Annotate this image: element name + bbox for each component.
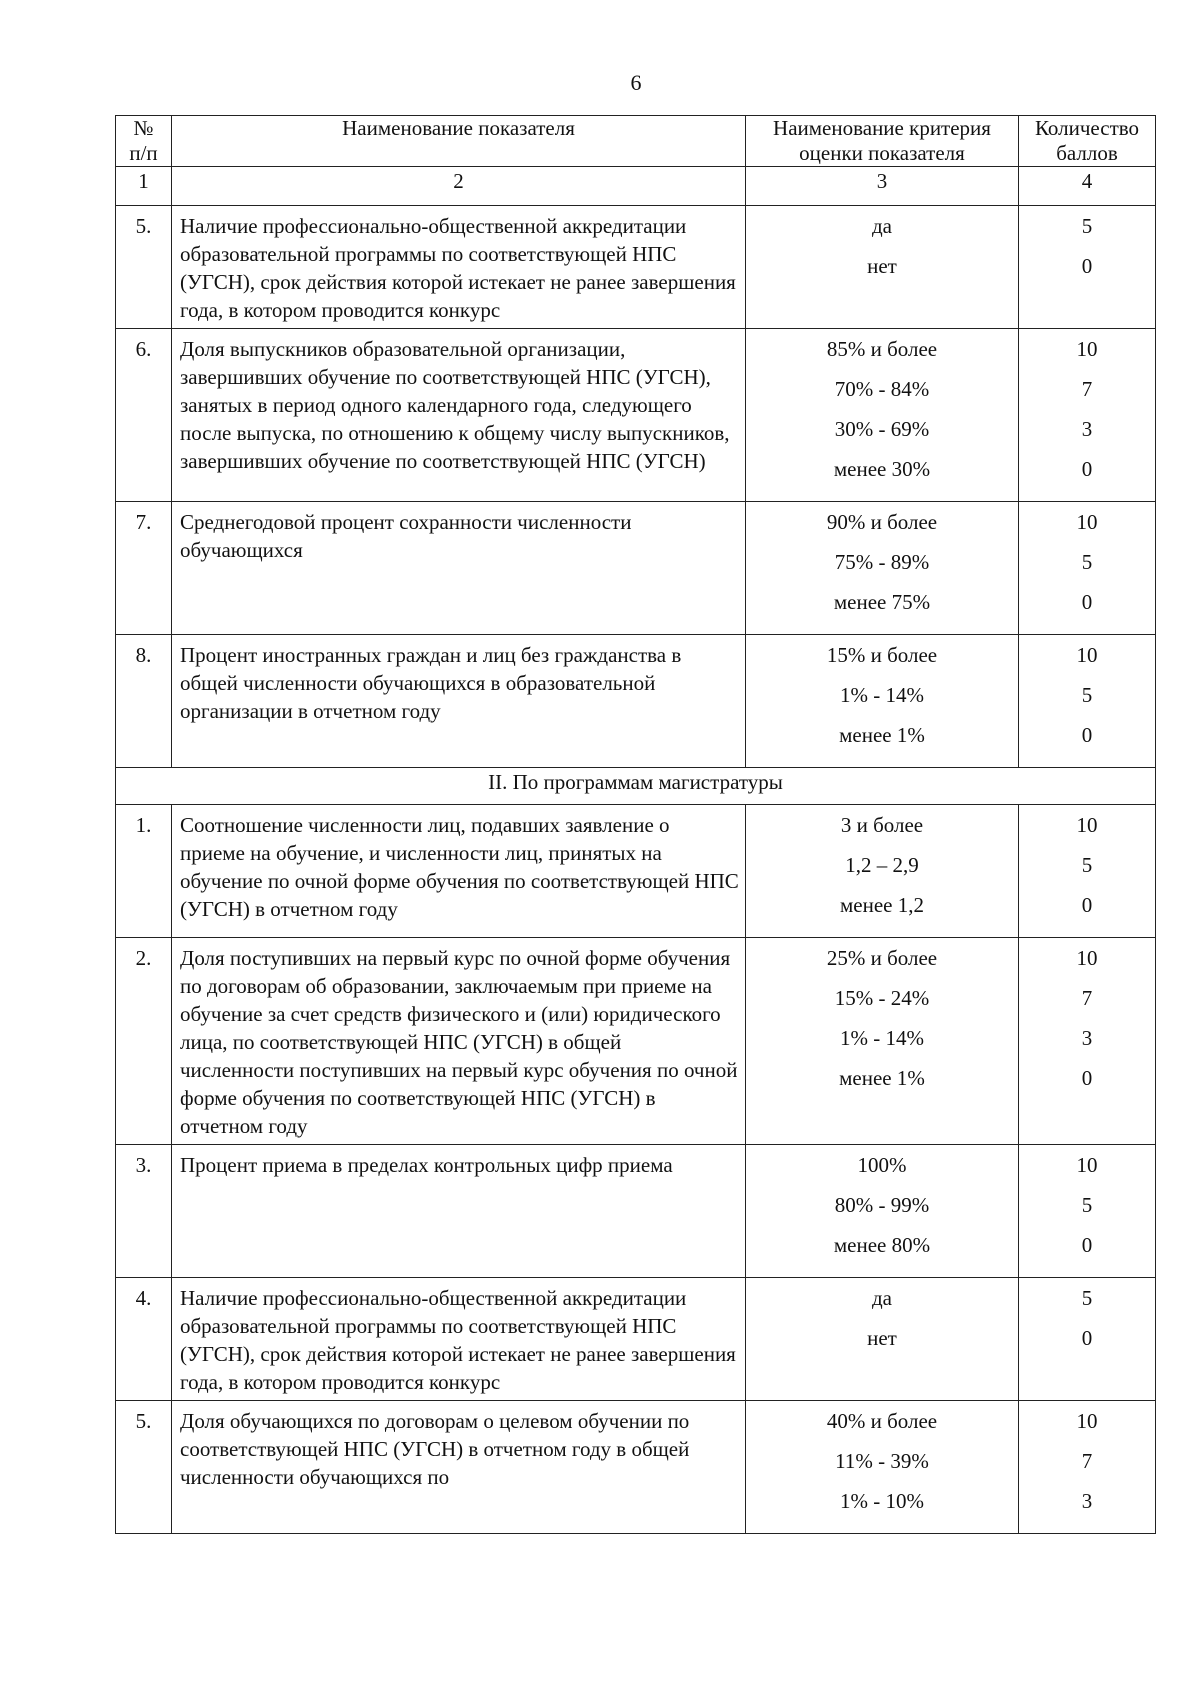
- points-value: 10: [1076, 510, 1098, 534]
- points-value: 0: [1081, 590, 1093, 614]
- points-value: 7: [1081, 986, 1093, 1010]
- indicator-number: 8.: [116, 635, 172, 768]
- indicator-number: 1.: [116, 805, 172, 938]
- points-cell: [1019, 635, 1156, 768]
- section-header-row: [116, 768, 1156, 805]
- indicator-name: Наличие профессионально-общественной аккредитации образовательной программы по соответствующей НПС (УГСН), срок действия которой истекает не ранее завершения года, в котором проводится конкурс: [172, 1278, 746, 1401]
- points-value: 3: [1081, 1489, 1093, 1513]
- points-value: 10: [1076, 643, 1098, 667]
- indicator-row: [116, 1145, 1156, 1278]
- points-value: 10: [1076, 1153, 1098, 1177]
- criterion-value: 40% и более: [826, 1409, 938, 1433]
- points-value: 3: [1081, 1026, 1093, 1050]
- indicator-number: 2.: [116, 938, 172, 1145]
- criterion-value: да: [871, 1286, 892, 1310]
- points-value: 5: [1081, 853, 1093, 877]
- criteria-cell: [746, 329, 1019, 502]
- header-points-line1: Количество: [1034, 116, 1140, 140]
- indicator-number: 3.: [116, 1145, 172, 1278]
- indicator-name: Доля поступивших на первый курс по очной форме обучения по договорам об образовании, заключаемым при приеме на обучение за счет средств физического и (или) юридического лица, по соответствующей НПС (УГСН) в общей численности поступивших на первый курс обучения по очной форме обучения по соответствующей НПС (УГСН) в отчетном году: [172, 938, 746, 1145]
- criterion-value: 11% - 39%: [835, 1449, 929, 1473]
- points-value: 10: [1076, 946, 1098, 970]
- indicator-row: [116, 329, 1156, 502]
- criteria-cell: [746, 502, 1019, 635]
- criterion-value: 75% - 89%: [834, 550, 930, 574]
- column-index: 4: [1019, 167, 1156, 206]
- page-number: 6: [630, 70, 642, 95]
- criterion-value: 15% - 24%: [834, 986, 930, 1010]
- header-criterion-line2: оценки показателя: [799, 141, 965, 165]
- points-value: 5: [1081, 683, 1093, 707]
- points-value: 5: [1081, 550, 1093, 574]
- indicator-row: [116, 206, 1156, 329]
- criterion-value: 85% и более: [826, 337, 938, 361]
- points-value: 0: [1081, 254, 1093, 278]
- points-value: 0: [1081, 723, 1093, 747]
- points-value: 5: [1081, 214, 1093, 238]
- indicator-name: Процент иностранных граждан и лиц без гражданства в общей численности обучающихся в образовательной организации в отчетном году: [172, 635, 746, 768]
- criterion-value: 70% - 84%: [834, 377, 930, 401]
- points-value: 0: [1081, 1233, 1093, 1257]
- criterion-value: 1% - 14%: [840, 1026, 924, 1050]
- criterion-value: 1% - 10%: [840, 1489, 924, 1513]
- indicator-row: [116, 1278, 1156, 1401]
- header-points: [1019, 116, 1156, 167]
- header-number-abbr: п/п: [129, 141, 158, 165]
- criteria-cell: [746, 938, 1019, 1145]
- criterion-value: 90% и более: [826, 510, 938, 534]
- indicator-number: 4.: [116, 1278, 172, 1401]
- indicator-row: [116, 1401, 1156, 1534]
- points-cell: [1019, 805, 1156, 938]
- column-index: 1: [116, 167, 172, 206]
- points-value: 7: [1081, 1449, 1093, 1473]
- criteria-cell: [746, 1278, 1019, 1401]
- points-value: 7: [1081, 377, 1093, 401]
- points-value: 10: [1076, 337, 1098, 361]
- indicator-number: 5.: [116, 1401, 172, 1534]
- points-value: 10: [1076, 1409, 1098, 1433]
- criterion-value: менее 1,2: [840, 893, 924, 917]
- indicator-number: 7.: [116, 502, 172, 635]
- criteria-cell: [746, 1401, 1019, 1534]
- points-cell: [1019, 502, 1156, 635]
- points-value: 3: [1081, 417, 1093, 441]
- indicator-row: [116, 938, 1156, 1145]
- indicator-name: Доля выпускников образовательной организации, завершивших обучение по соответствующей НПС (УГСН), занятых в период одного календарного года, следующего после выпуска, по отношению к общему числу выпускников, завершивших обучение по соответствующей НПС (УГСН): [172, 329, 746, 502]
- points-value: 5: [1081, 1193, 1093, 1217]
- criteria-cell: [746, 1145, 1019, 1278]
- indicator-number: 5.: [116, 206, 172, 329]
- criterion-value: менее 30%: [833, 457, 931, 481]
- points-cell: [1019, 329, 1156, 502]
- criterion-value: 25% и более: [826, 946, 938, 970]
- points-cell: [1019, 938, 1156, 1145]
- criterion-value: 15% и более: [826, 643, 938, 667]
- points-value: 0: [1081, 893, 1093, 917]
- header-indicator-name: Наименование показателя: [172, 116, 746, 167]
- indicator-name: Среднегодовой процент сохранности численности обучающихся: [172, 502, 746, 635]
- header-criterion: [746, 116, 1019, 167]
- criterion-value: 3 и более: [840, 813, 924, 837]
- points-value: 10: [1076, 813, 1098, 837]
- points-value: 0: [1081, 457, 1093, 481]
- column-index: 3: [746, 167, 1019, 206]
- indicator-number: 6.: [116, 329, 172, 502]
- criterion-value: 30% - 69%: [834, 417, 930, 441]
- criteria-cell: [746, 635, 1019, 768]
- indicator-row: [116, 805, 1156, 938]
- points-cell: [1019, 1401, 1156, 1534]
- indicator-name: Наличие профессионально-общественной аккредитации образовательной программы по соответствующей НПС (УГСН), срок действия которой истекает не ранее завершения года, в котором проводится конкурс: [172, 206, 746, 329]
- points-value: 0: [1081, 1326, 1093, 1350]
- header-points-line2: баллов: [1056, 141, 1118, 165]
- header-number: [116, 116, 172, 167]
- points-value: 5: [1081, 1286, 1093, 1310]
- criterion-value: менее 80%: [833, 1233, 931, 1257]
- indicator-row: [116, 502, 1156, 635]
- table-header-row: [116, 116, 1156, 167]
- points-cell: [1019, 1278, 1156, 1401]
- column-index-row: [116, 167, 1156, 206]
- indicator-name: Соотношение численности лиц, подавших заявление о приеме на обучение, и численности лиц, принятых на обучение по очной форме обучения по соответствующей НПС (УГСН) в отчетном году: [172, 805, 746, 938]
- points-cell: [1019, 206, 1156, 329]
- criterion-value: да: [871, 214, 892, 238]
- header-number-symbol: №: [133, 116, 154, 140]
- criterion-value: 1,2 – 2,9: [845, 853, 919, 877]
- criteria-cell: [746, 805, 1019, 938]
- indicator-row: [116, 635, 1156, 768]
- section-title: II. По программам магистратуры: [116, 768, 1156, 805]
- criterion-value: 80% - 99%: [834, 1193, 930, 1217]
- points-value: 0: [1081, 1066, 1093, 1090]
- points-cell: [1019, 1145, 1156, 1278]
- criterion-value: 100%: [857, 1153, 907, 1177]
- indicators-table: [115, 115, 1156, 1534]
- header-criterion-line1: Наименование критерия: [773, 116, 991, 140]
- criterion-value: менее 1%: [839, 723, 925, 747]
- indicator-name: Процент приема в пределах контрольных цифр приема: [172, 1145, 746, 1278]
- indicator-name: Доля обучающихся по договорам о целевом обучении по соответствующей НПС (УГСН) в отчетном году в общей численности обучающихся по: [172, 1401, 746, 1534]
- criterion-value: нет: [867, 254, 897, 278]
- criterion-value: менее 75%: [833, 590, 931, 614]
- column-index: 2: [172, 167, 746, 206]
- criteria-cell: [746, 206, 1019, 329]
- criterion-value: нет: [867, 1326, 897, 1350]
- criterion-value: 1% - 14%: [840, 683, 924, 707]
- criterion-value: менее 1%: [839, 1066, 925, 1090]
